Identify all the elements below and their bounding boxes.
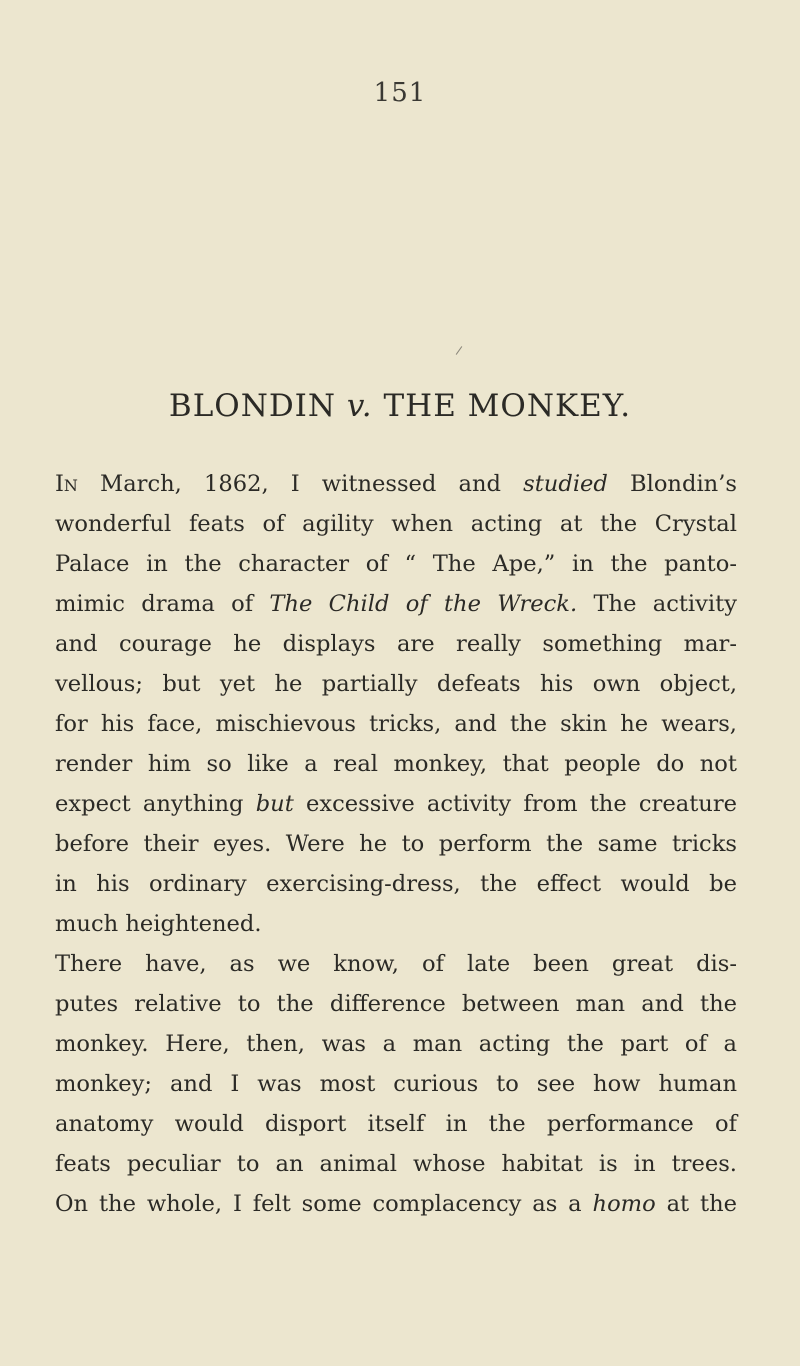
line-segment: excessive activity from the creature	[293, 791, 738, 817]
text-line	[55, 504, 737, 544]
line-segment: wonderful feats of agility when acting at the Crystal	[55, 511, 737, 537]
text-line	[55, 744, 737, 784]
text-line	[55, 1184, 737, 1224]
body-text	[55, 464, 737, 1224]
line-segment: On the whole, I felt some complacency as a	[55, 1191, 593, 1217]
line-segment: vellous; but yet he partially defeats his own object,	[55, 671, 737, 697]
text-line	[55, 984, 737, 1024]
line-segment: Palace in the character of “ The Ape,” in the panto-	[55, 551, 737, 577]
text-line	[55, 784, 737, 824]
line-segment: The activity	[577, 591, 737, 617]
text-line	[55, 464, 737, 504]
line-segment: much heightened.	[55, 911, 262, 937]
text-line	[55, 544, 737, 584]
text-line	[55, 1144, 737, 1184]
line-segment: and courage he displays are really something mar-	[55, 631, 737, 657]
title-part-2: THE MONKEY.	[372, 388, 632, 424]
line-segment: expect anything	[55, 791, 256, 817]
text-line	[55, 584, 737, 624]
text-line	[55, 1064, 737, 1104]
italic-segment: The Child of the Wreck.	[269, 591, 578, 617]
text-line	[55, 624, 737, 664]
text-line	[55, 904, 737, 944]
line-segment: March, 1862, I witnessed and	[77, 471, 524, 497]
line-segment: feats peculiar to an animal whose habitat is in trees.	[55, 1151, 737, 1177]
text-line	[55, 1104, 737, 1144]
page-number: 151	[373, 78, 427, 108]
line-segment: mimic drama of	[55, 591, 270, 617]
chapter-title	[0, 388, 800, 424]
italic-segment: but	[255, 791, 294, 817]
line-segment: in his ordinary exercising-dress, the effect would be	[55, 871, 737, 897]
stray-ink-mark	[456, 346, 463, 355]
line-segment: putes relative to the difference between man and the	[55, 991, 737, 1017]
drop-word: In	[55, 471, 78, 497]
line-segment: for his face, mischievous tricks, and the skin he wears,	[55, 711, 737, 737]
italic-segment: homo	[592, 1191, 656, 1217]
text-line	[55, 824, 737, 864]
line-segment: at the	[655, 1191, 737, 1217]
text-line	[55, 704, 737, 744]
text-line	[55, 1024, 737, 1064]
text-line	[55, 864, 737, 904]
line-segment: monkey; and I was most curious to see how human	[55, 1071, 737, 1097]
line-segment: anatomy would disport itself in the performance of	[55, 1111, 737, 1137]
line-segment: monkey. Here, then, was a man acting the part of a	[55, 1031, 737, 1057]
italic-segment: studied	[523, 471, 608, 497]
text-line	[55, 664, 737, 704]
line-segment: There have, as we know, of late been great dis-	[55, 951, 737, 977]
title-versus: v.	[346, 388, 373, 424]
title-part-1: BLONDIN	[168, 388, 347, 424]
line-segment: Blondin’s	[607, 471, 737, 497]
text-line	[55, 944, 737, 984]
line-segment: before their eyes. Were he to perform the same tricks	[55, 831, 737, 857]
line-segment: render him so like a real monkey, that people do not	[55, 751, 737, 777]
